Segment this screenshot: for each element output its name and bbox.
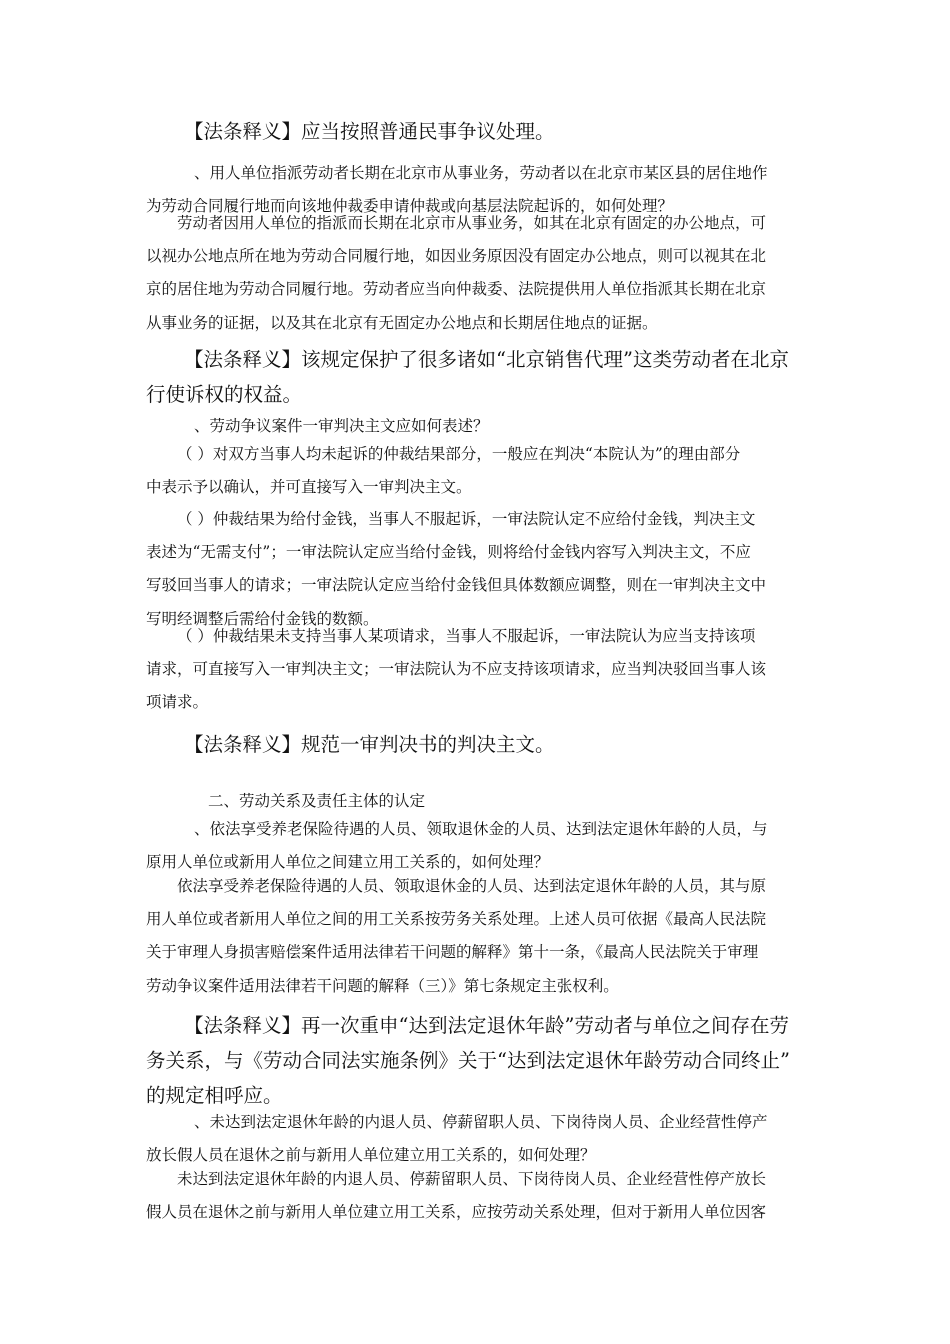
text-line: （ ）仲裁结果未支持当事人某项请求，当事人不服起诉，一审法院认为应当支持该项 [177, 627, 756, 645]
text-line: 【法条释义】再一次重申“达到法定退休年龄”劳动者与单位之间存在劳 [184, 1014, 789, 1037]
text-line: 的规定相呼应。 [146, 1084, 283, 1107]
text-line: 为劳动合同履行地而向该地仲裁委申请仲裁或向基层法院起诉的，如何处理？ [146, 197, 674, 216]
text-line: 依法享受养老保险待遇的人员、领取退休金的人员、达到法定退休年龄的人员，其与原 [177, 877, 767, 895]
text-line: 劳动争议案件适用法律若干问题的解释（三）》第七条规定主张权利。 [146, 976, 619, 995]
answer-paragraph [146, 207, 814, 340]
text-line: 【法条释义】该规定保护了很多诸如“北京销售代理”这类劳动者在北京 [184, 348, 789, 371]
text-line: 写明经调整后需给付金钱的数额。 [146, 609, 379, 628]
text-line: 写驳回当事人的请求；一审法院认定应当给付金钱但具体数额应调整，则在一审判决主文中 [146, 576, 767, 595]
text-line: 未达到法定退休年龄的内退人员、停薪留职人员、下岗待岗人员、企业经营性停产放长 [177, 1170, 767, 1188]
text-line: 放长假人员在退休之前与新用人单位建立用工关系的，如何处理？ [146, 1146, 596, 1165]
text-line: 【法条释义】应当按照普通民事争议处理。 [184, 120, 555, 143]
answer-paragraph [146, 503, 814, 636]
text-line: 京的居住地为劳动合同履行地。劳动者应当向仲裁委、法院提供用人单位指派其长期在北京 [146, 280, 767, 299]
text-line: 务关系，与《劳动合同法实施条例》关于“达到法定退休年龄劳动合同终止” [146, 1049, 790, 1072]
text-line: 【法条释义】规范一审判决书的判决主文。 [184, 733, 555, 756]
text-line: 、依法享受养老保险待遇的人员、领取退休金的人员、达到法定退休年龄的人员，与 [194, 820, 768, 838]
text-line: 项请求。 [146, 693, 209, 712]
answer-paragraph [146, 870, 814, 1003]
text-line: 二、劳动关系及责任主体的认定 [208, 792, 426, 810]
text-line: 表述为“无需支付”；一审法院认定应当给付金钱，则将给付金钱内容写入判决主文，不应 [146, 543, 751, 562]
text-line: 行使诉权的权益。 [146, 383, 303, 406]
text-line: 从事业务的证据，以及其在北京有无固定办公地点和长期居住地点的证据。 [146, 313, 658, 332]
text-line: 、劳动争议案件一审判决主文应如何表述？ [194, 417, 489, 435]
commentary-paragraph [146, 114, 814, 149]
text-line: 以视办公地点所在地为劳动合同履行地，如因业务原因没有固定办公地点，则可以视其在北 [146, 247, 767, 266]
text-line: 用人单位或者新用人单位之间的用工关系按劳务关系处理。上述人员可依据《最高人民法院 [146, 910, 767, 929]
text-line: 、用人单位指派劳动者长期在北京市从事业务，劳动者以在北京市某区县的居住地作 [194, 164, 768, 182]
text-line: 假人员在退休之前与新用人单位建立用工关系，应按劳动关系处理，但对于新用人单位因客 [146, 1203, 767, 1222]
commentary-paragraph [146, 1008, 814, 1113]
text-line: 、未达到法定退休年龄的内退人员、停薪留职人员、下岗待岗人员、企业经营性停产 [194, 1113, 768, 1131]
text-line: 关于审理人身损害赔偿案件适用法律若干问题的解释》第十一条，《最高人民法院关于审理 [146, 943, 759, 962]
text-line: 中表示予以确认，并可直接写入一审判决主文。 [146, 478, 472, 497]
text-line: 请求，可直接写入一审判决主文；一审法院认为不应支持该项请求，应当判决驳回当事人该 [146, 660, 767, 679]
commentary-paragraph [146, 342, 814, 412]
commentary-paragraph [146, 727, 814, 762]
text-line: （ ）对双方当事人均未起诉的仲裁结果部分，一般应在判决“本院认为”的理由部分 [177, 445, 741, 463]
answer-paragraph [146, 1163, 814, 1229]
text-line: 劳动者因用人单位的指派而长期在北京市从事业务，如其在北京有固定的办公地点，可 [177, 214, 767, 232]
text-line: （ ）仲裁结果为给付金钱，当事人不服起诉，一审法院认定不应给付金钱，判决主文 [177, 510, 756, 528]
answer-paragraph [146, 620, 814, 720]
answer-paragraph [146, 438, 814, 504]
text-line: 原用人单位或新用人单位之间建立用工关系的，如何处理？ [146, 853, 550, 872]
